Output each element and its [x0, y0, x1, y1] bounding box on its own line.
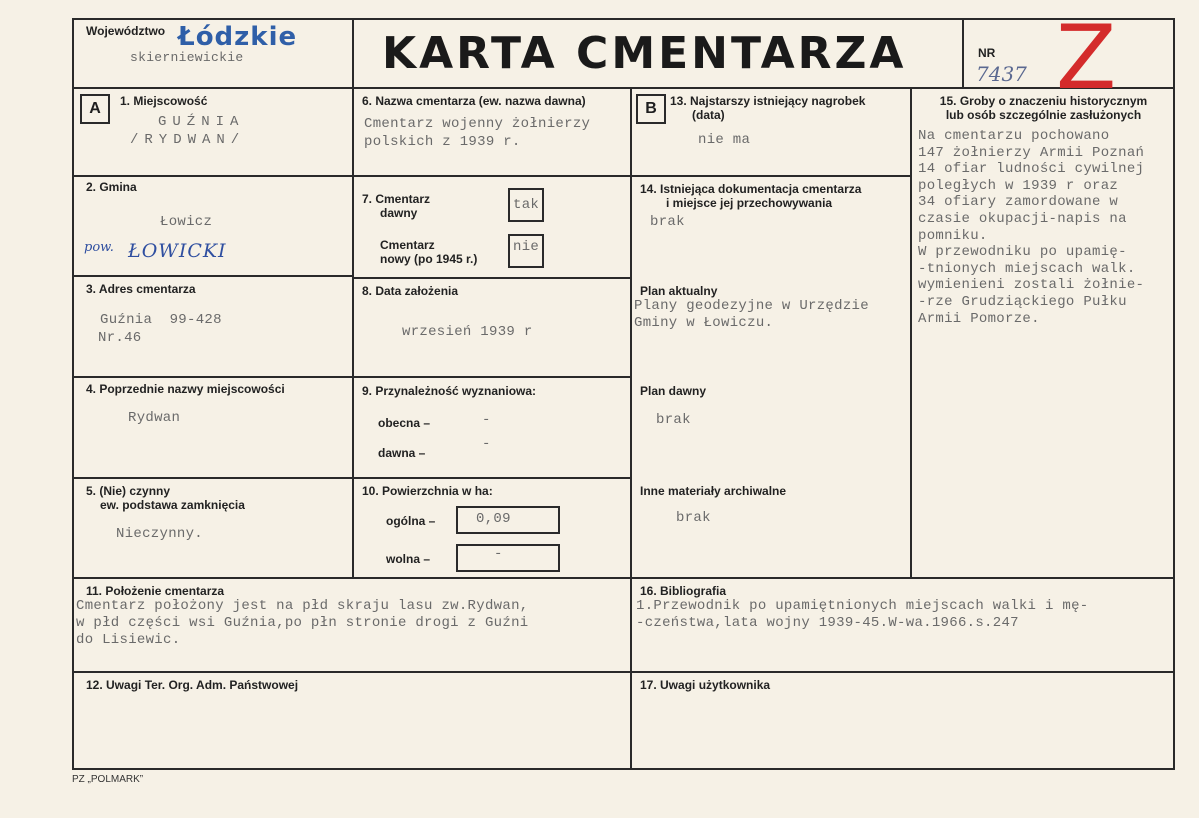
field-11-line-1: Cmentarz położony jest na płd skraju lasu zw.Rydwan,	[76, 598, 529, 614]
row-line	[72, 376, 632, 378]
field-10-wolna-box	[456, 544, 560, 572]
field-10-wolna-label: wolna –	[386, 552, 431, 566]
field-10-ogolna-box	[456, 506, 560, 534]
row-line	[72, 175, 632, 177]
page-title: KARTA CMENTARZA	[382, 28, 907, 79]
header-divider	[72, 87, 1175, 89]
field-15-line: -rze Grudziąckiego Pułku	[918, 294, 1127, 310]
row-line	[352, 277, 632, 279]
field-1-value-2: /RYDWAN/	[130, 132, 246, 148]
plan-dawny-value: brak	[656, 412, 691, 428]
plan-aktualny-value-1: Plany geodezyjne w Urzędzie	[634, 298, 869, 314]
field-15-line: -tnionych miejscach walk.	[918, 260, 1136, 277]
field-9-label: 9. Przynależność wyznaniowa:	[362, 384, 537, 398]
field-5-value: Nieczynny.	[116, 526, 204, 542]
section-b-badge: B	[636, 94, 666, 124]
inne-label: Inne materiały archiwalne	[640, 484, 787, 498]
plan-aktualny-value-2: Gminy w Łowiczu.	[634, 315, 774, 331]
row-line	[72, 671, 1175, 673]
field-11-line-3: do Lisiewic.	[76, 632, 181, 648]
field-15-line: 147 żołnierzy Armii Poznań	[918, 144, 1145, 161]
wojewodztwo-label: Województwo	[86, 24, 166, 38]
nr-label: NR	[978, 46, 996, 60]
field-2-value: Łowicz	[160, 214, 213, 230]
field-7-nowy-label-2: nowy (po 1945 r.)	[380, 252, 478, 266]
row-line	[72, 275, 352, 277]
field-15-line: poległych w 1939 r oraz	[918, 177, 1119, 194]
field-2-pow-label: pow.	[84, 240, 114, 255]
plan-dawny-label: Plan dawny	[640, 384, 707, 398]
wojewodztwo-old: skierniewickie	[130, 50, 244, 65]
field-3-value-1: Guźnia 99-428	[100, 312, 222, 328]
field-16-line-2: -czeństwa,lata wojny 1939-45.W-wa.1966.s.247	[636, 615, 1019, 631]
field-15-text	[916, 128, 1178, 368]
field-11-line-2: w płd części wsi Guźnia,po płn stronie drogi z Guźni	[76, 615, 529, 631]
field-15-line: 34 ofiary zamordowane w	[918, 194, 1119, 211]
field-15-line: pomniku.	[918, 227, 988, 244]
field-2-pow-value: ŁOWICKI	[128, 240, 227, 262]
field-11-label: 11. Położenie cmentarza	[86, 584, 225, 598]
field-6-label: 6. Nazwa cmentarza (ew. nazwa dawna)	[362, 94, 586, 108]
field-4-label: 4. Poprzednie nazwy miejscowości	[86, 382, 285, 396]
field-15-line: Na cmentarzu pochowano	[918, 128, 1110, 144]
field-10-wolna-value: -	[494, 546, 503, 562]
col-divider-2	[630, 87, 632, 770]
field-7-nowy-box	[508, 234, 544, 268]
field-15-line: czasie okupacji-napis na	[918, 211, 1127, 227]
field-10-ogolna-value: 0,09	[476, 511, 511, 527]
field-10-label: 10. Powierzchnia w ha:	[362, 484, 493, 498]
field-13-label-1: 13. Najstarszy istniejący nagrobek	[670, 94, 866, 108]
field-13-label-2: (data)	[692, 108, 725, 122]
field-4-value: Rydwan	[128, 410, 181, 426]
field-9-dawna-value: -	[482, 436, 491, 452]
field-10-ogolna-label: ogólna –	[386, 514, 436, 528]
field-7-nowy-value: nie	[513, 239, 540, 255]
field-14-label-1: 14. Istniejąca dokumentacja cmentarza	[640, 182, 862, 196]
printer-footer: PZ „POLMARK”	[72, 774, 144, 785]
field-3-value-2: Nr.46	[98, 330, 142, 346]
field-15-label-1: 15. Groby o znaczeniu historycznym	[939, 94, 1148, 108]
field-9-obecna-value: -	[482, 412, 491, 428]
field-16-line-1: 1.Przewodnik po upamiętnionych miejscach walki i mę-	[636, 598, 1089, 614]
field-16-label: 16. Bibliografia	[640, 584, 727, 598]
field-2-label: 2. Gmina	[86, 180, 137, 194]
col-divider-1	[352, 18, 354, 578]
nr-value: 7437	[976, 62, 1027, 86]
field-17-label: 17. Uwagi użytkownika	[640, 678, 771, 692]
field-5-label-1: 5. (Nie) czynny	[86, 484, 171, 498]
field-7-dawny-value: tak	[513, 197, 540, 213]
field-1-value-1: GUŹNIA	[158, 114, 245, 130]
field-8-label: 8. Data założenia	[362, 284, 459, 298]
field-7-dawny-box	[508, 188, 544, 222]
field-3-label: 3. Adres cmentarza	[86, 282, 196, 296]
field-9-obecna-label: obecna –	[378, 416, 431, 430]
field-9-dawna-label: dawna –	[378, 446, 426, 460]
nr-divider	[962, 18, 964, 88]
field-15-line: W przewodniku po upamię-	[918, 244, 1127, 261]
col-divider-3	[910, 87, 912, 578]
field-14-value: brak	[650, 214, 685, 230]
field-13-value: nie ma	[698, 132, 751, 148]
row-line	[72, 577, 1175, 579]
field-12-label: 12. Uwagi Ter. Org. Adm. Państwowej	[86, 678, 299, 692]
field-7-dawny-label-1: 7. Cmentarz	[362, 192, 431, 206]
section-a-badge: A	[80, 94, 110, 124]
inne-value: brak	[676, 510, 711, 526]
field-7-dawny-label-2: dawny	[380, 206, 418, 220]
field-8-value: wrzesień 1939 r	[402, 324, 533, 340]
field-6-value-2: polskich z 1939 r.	[364, 134, 521, 150]
row-line	[632, 175, 912, 177]
row-line	[72, 477, 632, 479]
field-5-label-2: ew. podstawa zamknięcia	[100, 498, 245, 512]
plan-aktualny-label: Plan aktualny	[640, 284, 718, 298]
field-7-nowy-label-1: Cmentarz	[380, 238, 435, 252]
field-15-line: wymienieni zostali żołnie-	[918, 277, 1145, 294]
wojewodztwo-stamp: Łódzkie	[178, 22, 298, 52]
field-15-line: Armii Pomorze.	[918, 310, 1040, 327]
field-1-label: 1. Miejscowość	[120, 94, 208, 108]
field-6-value-1: Cmentarz wojenny żołnierzy	[364, 116, 591, 132]
field-15-label-2: lub osób szczególnie zasłużonych	[945, 108, 1142, 122]
field-15-line: 14 ofiar ludności cywilnej	[918, 161, 1145, 178]
nr-mark: Z	[1056, 6, 1117, 109]
field-14-label-2: i miejsce jej przechowywania	[666, 196, 833, 210]
